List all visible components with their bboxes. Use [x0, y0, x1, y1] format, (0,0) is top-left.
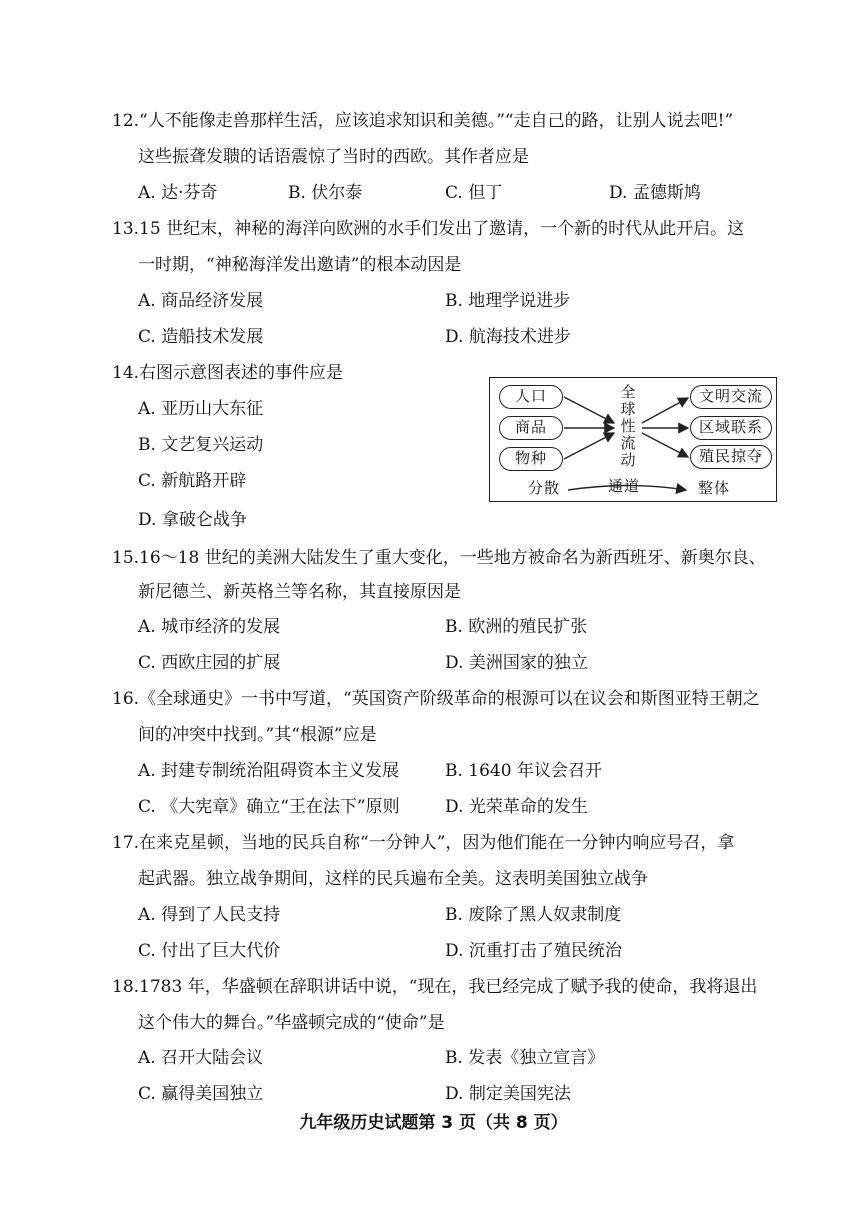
question-18-option-b[interactable]: B. 发表《独立宣言》 [445, 1048, 605, 1068]
question-number: 16. [112, 689, 140, 709]
question-15-option-a[interactable]: A. 城市经济的发展 [138, 617, 281, 637]
question-16-option-a[interactable]: A. 封建专制统治阻碍资本主义发展 [138, 761, 400, 781]
question-text: 1783 年，华盛顿在辞职讲话中说，“现在，我已经完成了赋予我的使命，我将退出 [139, 977, 758, 997]
diagram-item-civilization-exchange: 文明交流 [690, 385, 772, 409]
question-18-option-a[interactable]: A. 召开大陆会议 [138, 1048, 264, 1068]
diagram-item-population: 人口 [499, 385, 563, 409]
question-text: 15 世纪末，神秘的海洋向欧洲的水手们发出了邀请，一个新的时代从此开启。这 [139, 219, 745, 239]
question-text: 右图示意图表述的事件应是 [139, 363, 344, 383]
arrow-colonial [642, 433, 688, 457]
question-15-option-c[interactable]: C. 西欧庄园的扩展 [138, 653, 281, 673]
question-13-option-d[interactable]: D. 航海技术进步 [445, 327, 571, 347]
page-footer: 九年级历史试题第 3 页（共 8 页） [299, 1113, 568, 1133]
question-number: 17. [112, 833, 140, 853]
question-18-line-1 [112, 975, 757, 999]
question-14-option-d[interactable]: D. 拿破仑战争 [138, 510, 247, 530]
question-number: 13. [112, 219, 140, 239]
question-16-option-d[interactable]: D. 光荣革命的发生 [445, 797, 588, 817]
question-18-line-2: 这个伟大的舞台。”华盛顿完成的“使命”是 [138, 1013, 445, 1033]
question-number: 15. [112, 548, 140, 568]
question-12-option-a[interactable]: A. 达·芬奇 [138, 183, 218, 203]
question-13-option-a[interactable]: A. 商品经济发展 [138, 291, 264, 311]
question-text: 《全球通史》一书中写道，“英国资产阶级革命的根源可以在议会和斯图亚特王朝之 [139, 689, 760, 709]
question-number: 14. [112, 363, 140, 383]
question-number: 18. [112, 977, 140, 997]
arrow-population [564, 397, 614, 423]
question-13-option-c[interactable]: C. 造船技术发展 [138, 327, 264, 347]
question-16-option-c[interactable]: C. 《大宪章》确立“王在法下”原则 [138, 797, 400, 817]
question-17-line-1 [112, 831, 734, 855]
question-17-option-c[interactable]: C. 付出了巨大代价 [138, 941, 281, 961]
question-15-option-b[interactable]: B. 欧洲的殖民扩张 [445, 617, 588, 637]
question-12-line-2: 这些振聋发聩的话语震惊了当时的西欧。其作者应是 [138, 147, 529, 167]
diagram-item-regional-connection: 区域联系 [690, 416, 772, 440]
arrow-species [564, 433, 614, 459]
question-14-option-a[interactable]: A. 亚历山大东征 [138, 399, 264, 419]
question-text: “人不能像走兽那样生活，应该追求知识和美德。”“走自己的路，让别人说去吧!” [139, 111, 734, 131]
question-14-line-1 [112, 361, 343, 385]
question-12-option-c[interactable]: C. 但丁 [445, 183, 503, 203]
question-17-option-d[interactable]: D. 沉重打击了殖民统治 [445, 941, 622, 961]
diagram-item-species: 物种 [499, 447, 563, 471]
diagram-item-colonial-plunder: 殖民掠夺 [690, 445, 772, 469]
question-18-option-d[interactable]: D. 制定美国宪法 [445, 1084, 571, 1104]
question-12-option-b[interactable]: B. 伏尔泰 [288, 183, 363, 203]
question-16-line-2: 间的冲突中找到。”其“根源”应是 [138, 725, 377, 745]
question-16-line-1 [112, 687, 760, 711]
question-number: 12. [112, 111, 140, 131]
question-18-option-c[interactable]: C. 赢得美国独立 [138, 1084, 264, 1104]
question-15-line-2: 新尼德兰、新英格兰等名称，其直接原因是 [138, 582, 461, 602]
question-14-option-c[interactable]: C. 新航路开辟 [138, 471, 247, 491]
diagram-label-whole: 整体 [698, 479, 731, 497]
diagram-center-text: 全 球 性 流 动 [620, 383, 636, 469]
question-15-option-d[interactable]: D. 美洲国家的独立 [445, 653, 588, 673]
question-12-line-1 [112, 109, 733, 133]
diagram-label-scattered: 分散 [528, 479, 561, 497]
arrow-civilization [642, 398, 688, 423]
question-13-line-1 [112, 217, 744, 241]
question-17-line-2: 起武器。独立战争期间，这样的民兵遍布全美。这表明美国独立战争 [138, 869, 648, 889]
question-15-line-1 [112, 546, 766, 570]
question-12-option-d[interactable]: D. 孟德斯鸠 [609, 183, 701, 203]
question-13-line-2: 一时期，“神秘海洋发出邀请”的根本动因是 [138, 255, 462, 275]
question-16-option-b[interactable]: B. 1640 年议会召开 [445, 761, 602, 781]
question-13-option-b[interactable]: B. 地理学说进步 [445, 291, 571, 311]
question-text: 在来克星顿，当地的民兵自称“一分钟人”，因为他们能在一分钟内响应号召，拿 [139, 833, 735, 853]
question-text: 16～18 世纪的美洲大陆发生了重大变化，一些地方被命名为新西班牙、新奥尔良、 [139, 548, 766, 568]
question-14-option-b[interactable]: B. 文艺复兴运动 [138, 435, 264, 455]
flow-diagram [489, 377, 777, 502]
question-17-option-a[interactable]: A. 得到了人民支持 [138, 905, 281, 925]
diagram-item-goods: 商品 [499, 416, 563, 440]
diagram-label-channel: 通道 [608, 477, 641, 495]
question-17-option-b[interactable]: B. 废除了黑人奴隶制度 [445, 905, 622, 925]
